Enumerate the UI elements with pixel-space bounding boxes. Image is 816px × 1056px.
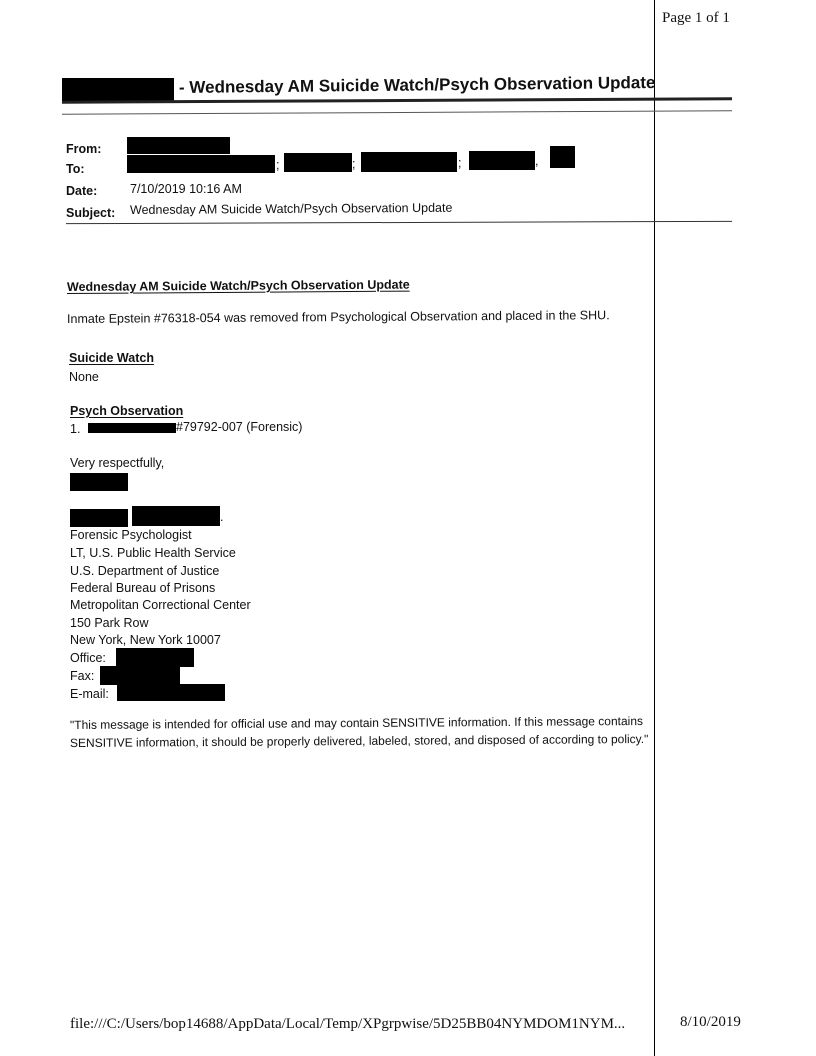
- psych-item-number: 1.: [70, 422, 81, 436]
- title-divider-thin: [62, 110, 732, 115]
- signature-name-suffix: .: [220, 510, 224, 524]
- to-redaction: [469, 151, 535, 170]
- to-redaction: [550, 146, 575, 168]
- suicide-watch-heading: Suicide Watch: [69, 351, 154, 365]
- signature-line: Forensic Psychologist: [70, 528, 192, 542]
- to-separator: ;: [276, 158, 280, 172]
- page-number: Page 1 of 1: [662, 10, 730, 26]
- sender-redaction: [70, 473, 128, 491]
- title-text: - Wednesday AM Suicide Watch/Psych Observation Update: [178, 73, 656, 97]
- signature-line: 150 Park Row: [70, 616, 149, 630]
- closing-text: Very respectfully,: [70, 456, 165, 470]
- fax-label: Fax:: [70, 669, 95, 683]
- date-value: 7/10/2019 10:16 AM: [130, 182, 242, 196]
- date-label: Date:: [66, 184, 98, 198]
- footer-date: 8/10/2019: [680, 1014, 741, 1030]
- header-divider: [66, 221, 732, 224]
- office-redaction: [116, 648, 194, 667]
- to-label: To:: [66, 162, 85, 176]
- to-redaction: [127, 155, 275, 173]
- signature-name-redaction: [132, 506, 220, 526]
- signature-line: Metropolitan Correctional Center: [70, 598, 251, 612]
- signature-name-redaction: [70, 509, 128, 527]
- psych-item-redaction: [88, 423, 176, 433]
- scan-artifact-line: [654, 0, 655, 1056]
- subject-value: Wednesday AM Suicide Watch/Psych Observation Update: [129, 200, 453, 217]
- fax-redaction: [100, 666, 180, 685]
- disclaimer-line: "This message is intended for official use and may contain SENSITIVE information. If this message contains: [69, 714, 644, 732]
- email-redaction: [117, 684, 225, 701]
- psych-observation-heading: Psych Observation: [70, 404, 184, 418]
- body-heading: Wednesday AM Suicide Watch/Psych Observation Update: [66, 277, 410, 294]
- from-label: From:: [66, 142, 102, 156]
- to-redaction: [361, 152, 457, 172]
- to-separator: ;: [352, 157, 356, 171]
- intro-text: Inmate Epstein #76318-054 was removed from Psychological Observation and placed in the SHU.: [66, 308, 610, 326]
- signature-line: LT, U.S. Public Health Service: [70, 546, 236, 560]
- psych-item-text: #79792-007 (Forensic): [176, 420, 303, 434]
- redaction-block: [62, 78, 174, 102]
- to-separator: ;: [458, 156, 462, 170]
- signature-line: Federal Bureau of Prisons: [70, 581, 216, 595]
- footer-file-path: file:///C:/Users/bop14688/AppData/Local/Temp/XPgrpwise/5D25BB04NYMDOM1NYM...: [70, 1016, 626, 1032]
- suicide-watch-value: None: [69, 370, 99, 384]
- office-label: Office:: [70, 651, 106, 665]
- signature-line: New York, New York 10007: [70, 633, 221, 647]
- signature-line: U.S. Department of Justice: [70, 564, 220, 578]
- from-redaction: [127, 137, 230, 154]
- email-label: E-mail:: [70, 687, 109, 701]
- disclaimer-line: SENSITIVE information, it should be properly delivered, labeled, stored, and disposed of according to policy.": [69, 731, 649, 750]
- subject-label: Subject:: [66, 206, 116, 220]
- to-redaction: [284, 153, 352, 172]
- to-separator: ,: [535, 154, 539, 168]
